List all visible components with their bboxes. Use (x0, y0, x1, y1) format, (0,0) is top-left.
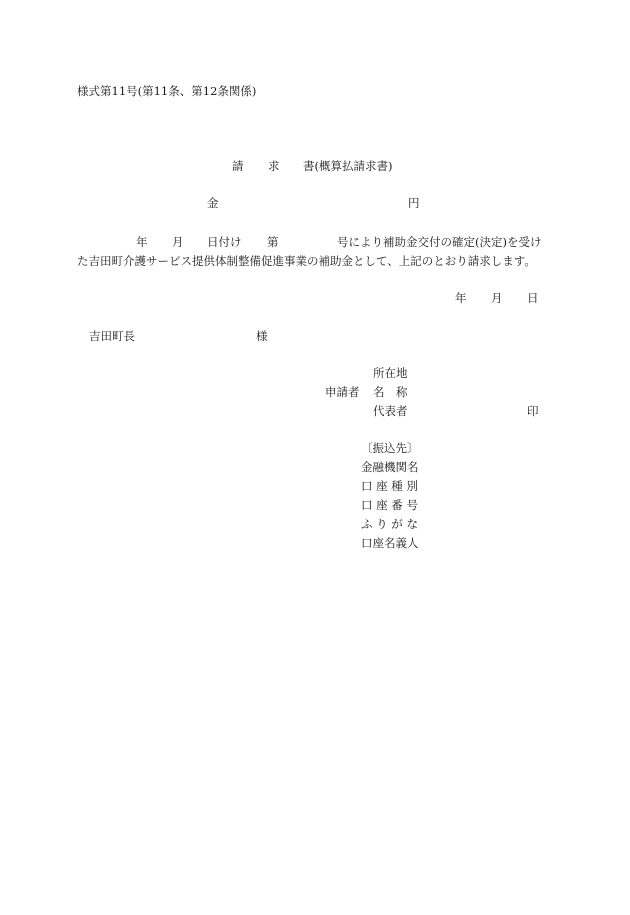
addressee-name: 吉田町長 (89, 329, 135, 343)
title-char-1: 請 (232, 159, 244, 173)
account-type-label: 口 座 種 別 (361, 479, 418, 493)
body-month-label: 月 (172, 235, 184, 249)
title-char-2: 求 (268, 159, 280, 173)
representative-label: 代表者 (373, 404, 408, 418)
bank-name-label: 金融機関名 (361, 460, 419, 474)
transfer-heading: 〔振込先〕 (361, 441, 419, 455)
body-dated-label: 日付け (207, 235, 242, 249)
body-line2: た吉田町介護サービス提供体制整備促進事業の補助金として、上記のとおり請求します。 (77, 254, 536, 268)
body-year-label: 年 (136, 235, 148, 249)
title-rest: 書(概算払請求書) (303, 159, 393, 173)
body-line1-rest: 号により補助金交付の確定(決定)を受け (337, 235, 542, 249)
account-number-label: 口 座 番 号 (361, 498, 418, 512)
amount-prefix: 金 (207, 196, 219, 210)
seal-mark: 印 (527, 404, 539, 418)
form-number: 様式第11号(第11条、第12条関係) (77, 84, 257, 98)
address-label: 所在地 (373, 366, 408, 380)
date-year-label: 年 (455, 291, 467, 305)
body-number-prefix: 第 (267, 235, 279, 249)
furigana-label: ふ り が な (361, 517, 418, 531)
account-holder-label: 口座名義人 (361, 536, 419, 550)
amount-suffix: 円 (408, 196, 420, 210)
date-month-label: 月 (491, 291, 503, 305)
name-label: 名 称 (373, 385, 408, 399)
applicant-label: 申請者 (325, 385, 360, 399)
addressee-honorific: 様 (256, 329, 268, 343)
date-day-label: 日 (527, 291, 539, 305)
